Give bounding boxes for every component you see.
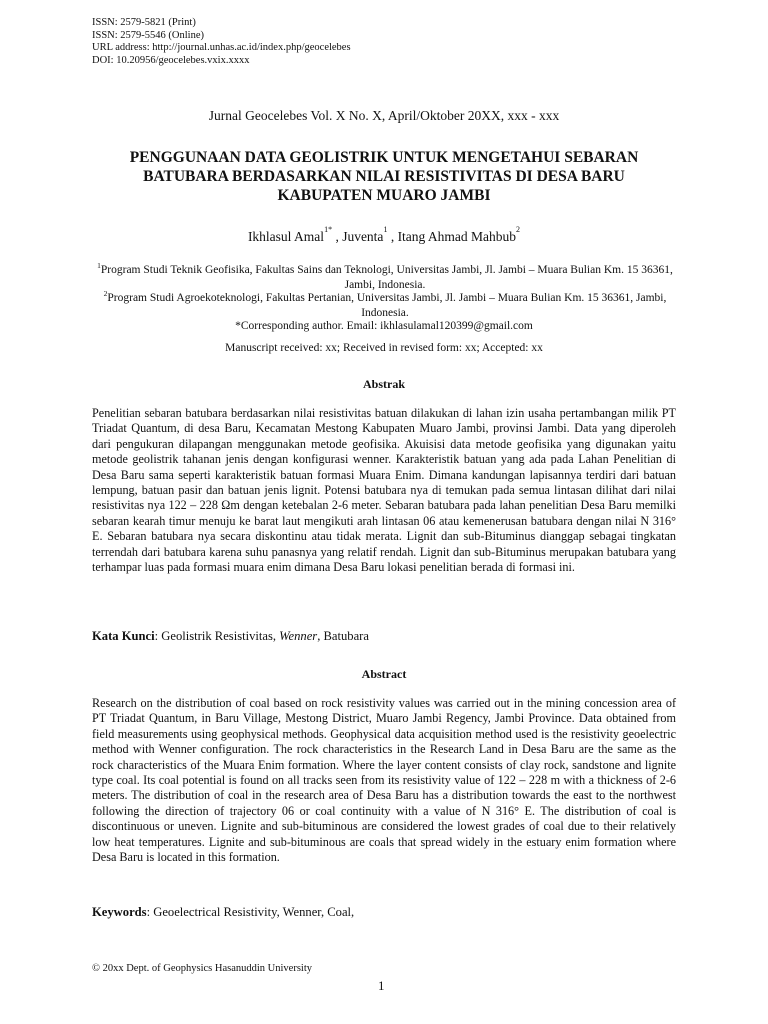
affiliation-mark: 1 — [97, 261, 101, 270]
kata-kunci-text: Geolistrik Resistivitas, — [161, 629, 280, 643]
author-separator: , — [387, 229, 398, 244]
keywords-label: Keywords — [92, 905, 147, 919]
abstract-heading: Abstract — [361, 667, 407, 681]
affiliation-2 — [96, 286, 674, 321]
page-number: 1 — [378, 978, 385, 993]
kata-kunci-italic: Wenner — [279, 629, 318, 643]
author-list — [0, 225, 768, 245]
kata-kunci-label: Kata Kunci — [92, 629, 155, 643]
doi: DOI: 10.20956/geocelebes.vxix.xxxx — [92, 54, 250, 66]
keywords-text: Geoelectrical Resistivity, Wenner, Coal, — [153, 905, 355, 919]
issn-online: ISSN: 2579-5546 (Online) — [92, 29, 204, 41]
author-affiliation-mark: 1 — [383, 225, 388, 234]
affiliation-text: Program Studi Agroekoteknologi, Fakultas Pertanian, Universitas Jambi, Jl. Jambi – Muara Bulian Km. 15 36361, Jambi, Indonesia. — [107, 292, 667, 319]
abstract-body: Research on the distribution of coal based on rock resistivity values was carried out in the mining concession area of PT Triadat Quantum, in Baru Village, Mestong District, Muaro Jambi Regency, Jambi Province. Data obtained from field measurements using geophysical methods. Geophysical data acquisition method used is the resistivity geoelectric method with Wenner configuration. The rock characteristics in the Research Land in Desa Baru are the same as the rock characteristics of the Muara Enim formation. Where the layer content consists of clay rock, sandstone and lignite type coal. Its coal potential is found on all tracks seen from its resistivity value of 122 – 228 m with a thickness of 2-6 meters. The distribution of coal in the research area of Desa Baru has a distribution towards the east to the northwest following the direction of trajectory 06 or coal continuity with a value of N 316° E. The distribution of coal is discontinuous or uneven. Lignite and sub-bituminous are considered the lowest grades of coal due to their relatively low heat temperatures. Lignite and sub-bituminous are coals that spread widely in the estuary enim formation where Desa Baru is located in this formation. — [92, 696, 676, 865]
affiliation-mark: 2 — [103, 289, 108, 298]
affiliation-text: Program Studi Teknik Geofisika, Fakultas Sains dan Teknologi, Universitas Jambi, Jl. Jambi – Muara Bulian Km. 15 36361, Jambi, Indonesia. — [100, 264, 673, 291]
abstrak-body: Penelitian sebaran batubara berdasarkan nilai resistivitas batuan dilakukan di lahan izin usaha pertambangan milik PT Triadat Quantum, di desa Baru, Kecamatan Mestong Kabupaten Muaro Jambi, provinsi Jambi. Data yang diperoleh dari pengukuran dilapangan menggunakan metode geofisika. Akuisisi data metode geofisika yang digunakan yaitu metode geolistrik tahanan jenis dengan konfigurasi wenner. Karakteristik batuan yang ada pada Lahan Penelitian di Desa Baru sama seperti karakteristik batuan formasi Muara Enim. Dimana kandungan lapisannya terdiri dari batuan lempung, batuan pasir dan batuan jenis lignit. Potensi batubara nya di temukan pada semua lintasan dilihat dari nilai resistivitas nya 122 – 228 Ωm dengan ketebalan 2-6 meter. Sebaran batubara pada lahan penelitian Desa Baru memilki sebaran kearah timur menuju ke barat laut mengikuti arah lintasan 06 atau kemenerusan batubara dengan nilai N 316° E. Sebaran batubara nya secara diskontinu atau tidak merata. Lignit dan sub-Bituminus dianggap sebagai tingkatan terrendah dari batubara karena suhu panasnya yang relatif rendah. Lignit dan sub-Bituminus merupakan batubara yang terhampar luas pada formasi muara enim dimana Desa Baru lokasi penelitian berada di formasi ini. — [92, 406, 676, 575]
kata-kunci-text-end: , Batubara — [317, 629, 369, 643]
journal-url: URL address: http://journal.unhas.ac.id/index.php/geocelebes — [92, 42, 351, 54]
kata-kunci-line: Kata Kunci: Geolistrik Resistivitas, Wenner, Batubara — [92, 629, 369, 643]
abstrak-heading: Abstrak — [362, 377, 405, 391]
author-name: Itang Ahmad Mahbub — [397, 229, 517, 244]
copyright-notice: © 20xx Dept. of Geophysics Hasanuddin University — [92, 963, 312, 974]
author-name: Ikhlasul Amal — [247, 229, 325, 244]
manuscript-dates: Manuscript received: xx; Received in revised form: xx; Accepted: xx — [225, 342, 543, 354]
keywords-line: Keywords: Geoelectrical Resistivity, Wenner, Coal, — [92, 905, 355, 919]
author-separator: , — [332, 229, 343, 244]
journal-metadata — [92, 17, 351, 67]
author-name: Juventa — [342, 229, 384, 244]
paper-title: PENGGUNAAN DATA GEOLISTRIK UNTUK MENGETAHUI SEBARAN BATUBARA BERDASARKAN NILAI RESISTIVITAS DI DESA BARU KABUPATEN MUARO JAMBI — [129, 149, 639, 204]
author-affiliation-mark: 2 — [516, 225, 521, 234]
author-affiliation-mark: 1* — [324, 225, 333, 234]
corresponding-author: *Corresponding author. Email: ikhlasulamal120399@gmail.com — [235, 320, 533, 332]
journal-citation-line: Jurnal Geocelebes Vol. X No. X, April/Oktober 20XX, xxx - xxx — [208, 108, 560, 123]
issn-print: ISSN: 2579-5821 (Print) — [92, 17, 196, 28]
